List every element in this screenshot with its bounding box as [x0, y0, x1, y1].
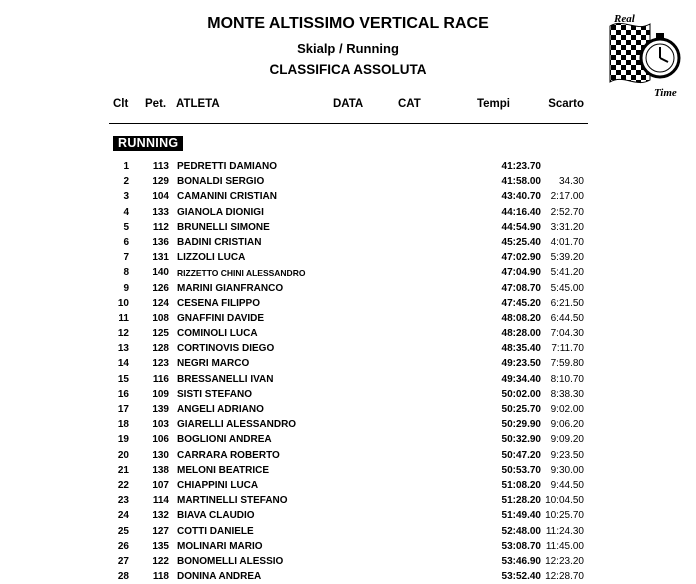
gap-cell: 34.30: [558, 176, 584, 188]
header-divider: [109, 123, 588, 124]
athlete-name-cell: BONOMELLI ALESSIO: [177, 555, 284, 567]
bib-cell: 124: [152, 297, 169, 309]
table-row: [0, 326, 696, 341]
table-row: [0, 508, 696, 523]
table-row: [0, 250, 696, 265]
rank-cell: 14: [117, 358, 129, 370]
athlete-name-cell: MOLINARI MARIO: [177, 540, 263, 552]
rank-cell: 13: [117, 343, 129, 355]
table-row: [0, 281, 696, 296]
column-clt: Clt: [113, 98, 129, 110]
athlete-name-cell: BRUNELLI SIMONE: [177, 221, 270, 233]
athlete-name-cell: BADINI CRISTIAN: [177, 236, 262, 248]
column-data: DATA: [333, 98, 364, 110]
table-row: [0, 220, 696, 235]
rank-cell: 25: [117, 525, 129, 537]
athlete-name-cell: CORTINOVIS DIEGO: [177, 343, 275, 355]
rank-cell: 1: [123, 161, 129, 172]
rank-cell: 10: [117, 297, 129, 309]
gap-cell: 9:23.50: [550, 449, 584, 461]
ranking-title: CLASSIFICA ASSOLUTA: [269, 62, 427, 77]
bib-cell: 131: [152, 252, 169, 264]
athlete-name-cell: CHIAPPINI LUCA: [177, 479, 259, 491]
table-row: [0, 311, 696, 326]
rank-cell: 17: [117, 404, 129, 415]
time-cell: 48:08.20: [501, 312, 541, 324]
athlete-name-cell: PEDRETTI DAMIANO: [177, 161, 277, 172]
rank-cell: 27: [117, 555, 129, 567]
logo-text-bottom: Time: [654, 87, 677, 99]
athlete-name-cell: CARRARA ROBERTO: [177, 449, 280, 461]
column-tempi: Tempi: [476, 98, 510, 110]
time-cell: 53:08.70: [501, 540, 541, 552]
rank-cell: 9: [123, 282, 129, 294]
table-row: [0, 372, 696, 387]
time-cell: 47:02.90: [501, 252, 541, 264]
athlete-name-cell: BOGLIONI ANDREA: [177, 434, 272, 446]
table-row: [0, 448, 696, 463]
rank-cell: 6: [123, 236, 129, 248]
athlete-name-cell: GIARELLI ALESSANDRO: [177, 419, 297, 431]
rank-cell: 2: [123, 176, 129, 188]
time-cell: 48:28.00: [501, 328, 541, 340]
gap-cell: 12:23.20: [545, 555, 584, 567]
bib-cell: 136: [152, 236, 169, 248]
bib-cell: 139: [152, 404, 169, 415]
bib-cell: 103: [152, 419, 169, 431]
rank-cell: 23: [117, 495, 129, 507]
gap-cell: 6:21.50: [550, 297, 584, 309]
time-cell: 50:29.90: [501, 419, 541, 431]
gap-cell: 5:39.20: [550, 252, 584, 264]
gap-cell: 8:38.30: [550, 388, 584, 400]
rank-cell: 22: [117, 479, 129, 491]
bib-cell: 107: [152, 479, 169, 491]
athlete-name-cell: SISTI STEFANO: [177, 388, 253, 400]
bib-cell: 109: [152, 388, 169, 400]
athlete-name-cell: COTTI DANIELE: [177, 525, 254, 537]
bib-cell: 106: [152, 434, 169, 446]
gap-cell: 6:44.50: [550, 312, 584, 324]
results-table: [0, 159, 696, 584]
gap-cell: 9:30.00: [550, 464, 584, 476]
table-row: [0, 463, 696, 478]
gap-cell: 11:24.30: [545, 525, 584, 537]
table-row: [0, 174, 696, 189]
table-row: [0, 205, 696, 220]
time-cell: 50:32.90: [501, 434, 541, 446]
logo-text-top: Real: [614, 13, 635, 25]
table-row: [0, 189, 696, 204]
table-row: [0, 356, 696, 371]
table-row: [0, 402, 696, 417]
bib-cell: 130: [152, 449, 169, 461]
table-row: [0, 432, 696, 447]
bib-cell: 128: [152, 343, 169, 355]
bib-cell: 113: [152, 161, 169, 172]
time-cell: 53:52.40: [501, 571, 541, 583]
rank-cell: 28: [117, 571, 129, 583]
time-cell: 50:53.70: [501, 464, 541, 476]
bib-cell: 132: [152, 510, 169, 522]
gap-cell: 2:17.00: [550, 191, 584, 203]
time-cell: 51:49.40: [501, 510, 541, 522]
section-label-running: RUNNING: [113, 136, 183, 151]
time-cell: 52:48.00: [501, 525, 541, 537]
rank-cell: 18: [117, 419, 129, 431]
bib-cell: 125: [152, 328, 169, 340]
gap-cell: 5:45.00: [550, 282, 584, 294]
rank-cell: 5: [123, 221, 129, 233]
rank-cell: 11: [118, 312, 129, 324]
time-cell: 53:46.90: [501, 555, 541, 567]
rank-cell: 15: [117, 373, 129, 385]
table-row: [0, 235, 696, 250]
stopwatch-checkered-flag-icon: [606, 10, 688, 100]
athlete-name-cell: GIANOLA DIONIGI: [177, 206, 264, 218]
time-cell: 41:23.70: [501, 161, 541, 172]
time-cell: 49:34.40: [501, 373, 541, 385]
table-row: [0, 387, 696, 402]
athlete-name-cell: NEGRI MARCO: [177, 358, 250, 370]
athlete-name-cell: LIZZOLI LUCA: [177, 252, 246, 264]
athlete-name-cell: MARTINELLI STEFANO: [177, 495, 288, 507]
time-cell: 47:45.20: [501, 297, 541, 309]
bib-cell: 135: [152, 540, 169, 552]
athlete-name-cell: ANGELI ADRIANO: [177, 404, 264, 415]
rank-cell: 19: [117, 434, 129, 446]
athlete-name-cell: CAMANINI CRISTIAN: [177, 191, 277, 203]
gap-cell: 11:45.00: [545, 540, 584, 552]
time-cell: 51:08.20: [501, 479, 541, 491]
athlete-name-cell: MARINI GIANFRANCO: [177, 282, 284, 294]
bib-cell: 112: [152, 221, 169, 233]
table-row: [0, 478, 696, 493]
rank-cell: 20: [117, 449, 129, 461]
gap-cell: 8:10.70: [550, 373, 584, 385]
gap-cell: 7:04.30: [550, 328, 584, 340]
time-cell: 48:35.40: [501, 343, 541, 355]
rank-cell: 3: [123, 191, 129, 203]
time-cell: 45:25.40: [501, 236, 541, 248]
bib-cell: 123: [152, 358, 169, 370]
page-subtitle: Skialp / Running: [297, 41, 399, 56]
rank-cell: 7: [123, 252, 129, 264]
table-row: [0, 417, 696, 432]
athlete-name-cell: BIAVA CLAUDIO: [177, 510, 255, 522]
time-cell: 50:02.00: [501, 388, 541, 400]
bib-cell: 138: [152, 464, 169, 476]
gap-cell: 10:25.70: [545, 510, 584, 522]
table-row: [0, 554, 696, 569]
table-row: [0, 159, 696, 174]
gap-cell: 7:59.80: [550, 358, 584, 370]
bib-cell: 129: [152, 176, 169, 188]
bib-cell: 127: [152, 525, 169, 537]
athlete-name-cell: CESENA FILIPPO: [177, 297, 260, 309]
table-row: [0, 265, 696, 280]
time-cell: 44:16.40: [501, 206, 541, 218]
time-cell: 44:54.90: [501, 221, 541, 233]
gap-cell: 5:41.20: [550, 267, 584, 279]
time-cell: 47:08.70: [501, 282, 541, 294]
gap-cell: 12:28.70: [545, 571, 584, 583]
rank-cell: 16: [117, 388, 129, 400]
athlete-name-cell: MELONI BEATRICE: [177, 464, 270, 476]
gap-cell: 4:01.70: [550, 236, 584, 248]
column-atleta: ATLETA: [176, 98, 220, 110]
time-cell: 51:28.20: [501, 495, 541, 507]
bib-cell: 122: [152, 555, 169, 567]
bib-cell: 114: [152, 495, 169, 507]
athlete-name-cell: COMINOLI LUCA: [177, 328, 258, 340]
gap-cell: 9:02.00: [550, 404, 584, 415]
column-header: [0, 98, 696, 116]
rank-cell: 26: [117, 540, 129, 552]
gap-cell: 9:06.20: [550, 419, 584, 431]
column-cat: CAT: [398, 98, 421, 110]
time-cell: 49:23.50: [501, 358, 541, 370]
rank-cell: 12: [117, 328, 129, 340]
athlete-name-cell: GNAFFINI DAVIDE: [177, 312, 265, 324]
bib-cell: 108: [152, 312, 169, 324]
bib-cell: 116: [152, 373, 169, 385]
time-cell: 41:58.00: [501, 176, 541, 188]
gap-cell: 3:31.20: [550, 221, 584, 233]
table-row: [0, 296, 696, 311]
column-pet: Pet.: [145, 98, 167, 110]
rank-cell: 4: [123, 206, 129, 218]
gap-cell: 2:52.70: [550, 206, 584, 218]
time-cell: 43:40.70: [501, 191, 541, 203]
time-cell: 47:04.90: [501, 267, 541, 279]
rank-cell: 24: [117, 510, 129, 522]
table-row: [0, 569, 696, 584]
bib-cell: 104: [152, 191, 169, 203]
gap-cell: 9:44.50: [550, 479, 584, 491]
rank-cell: 8: [123, 267, 129, 279]
table-row: [0, 341, 696, 356]
time-cell: 50:47.20: [501, 449, 541, 461]
page-title: MONTE ALTISSIMO VERTICAL RACE: [207, 15, 489, 32]
bib-cell: 118: [152, 571, 169, 583]
table-row: [0, 524, 696, 539]
bib-cell: 133: [152, 206, 169, 218]
bib-cell: 126: [152, 282, 169, 294]
rank-cell: 21: [117, 464, 129, 476]
table-row: [0, 539, 696, 554]
gap-cell: 10:04.50: [545, 495, 584, 507]
athlete-name-cell: BRESSANELLI IVAN: [177, 373, 274, 385]
gap-cell: 7:11.70: [551, 343, 584, 355]
athlete-name-cell: DONINA ANDREA: [177, 571, 262, 583]
athlete-name-cell: RIZZETTO CHINI ALESSANDRO: [177, 268, 306, 279]
column-scarto: Scarto: [548, 98, 584, 110]
athlete-name-cell: BONALDI SERGIO: [177, 176, 265, 188]
gap-cell: 9:09.20: [550, 434, 584, 446]
bib-cell: 140: [152, 267, 169, 279]
time-cell: 50:25.70: [501, 404, 541, 415]
table-row: [0, 493, 696, 508]
